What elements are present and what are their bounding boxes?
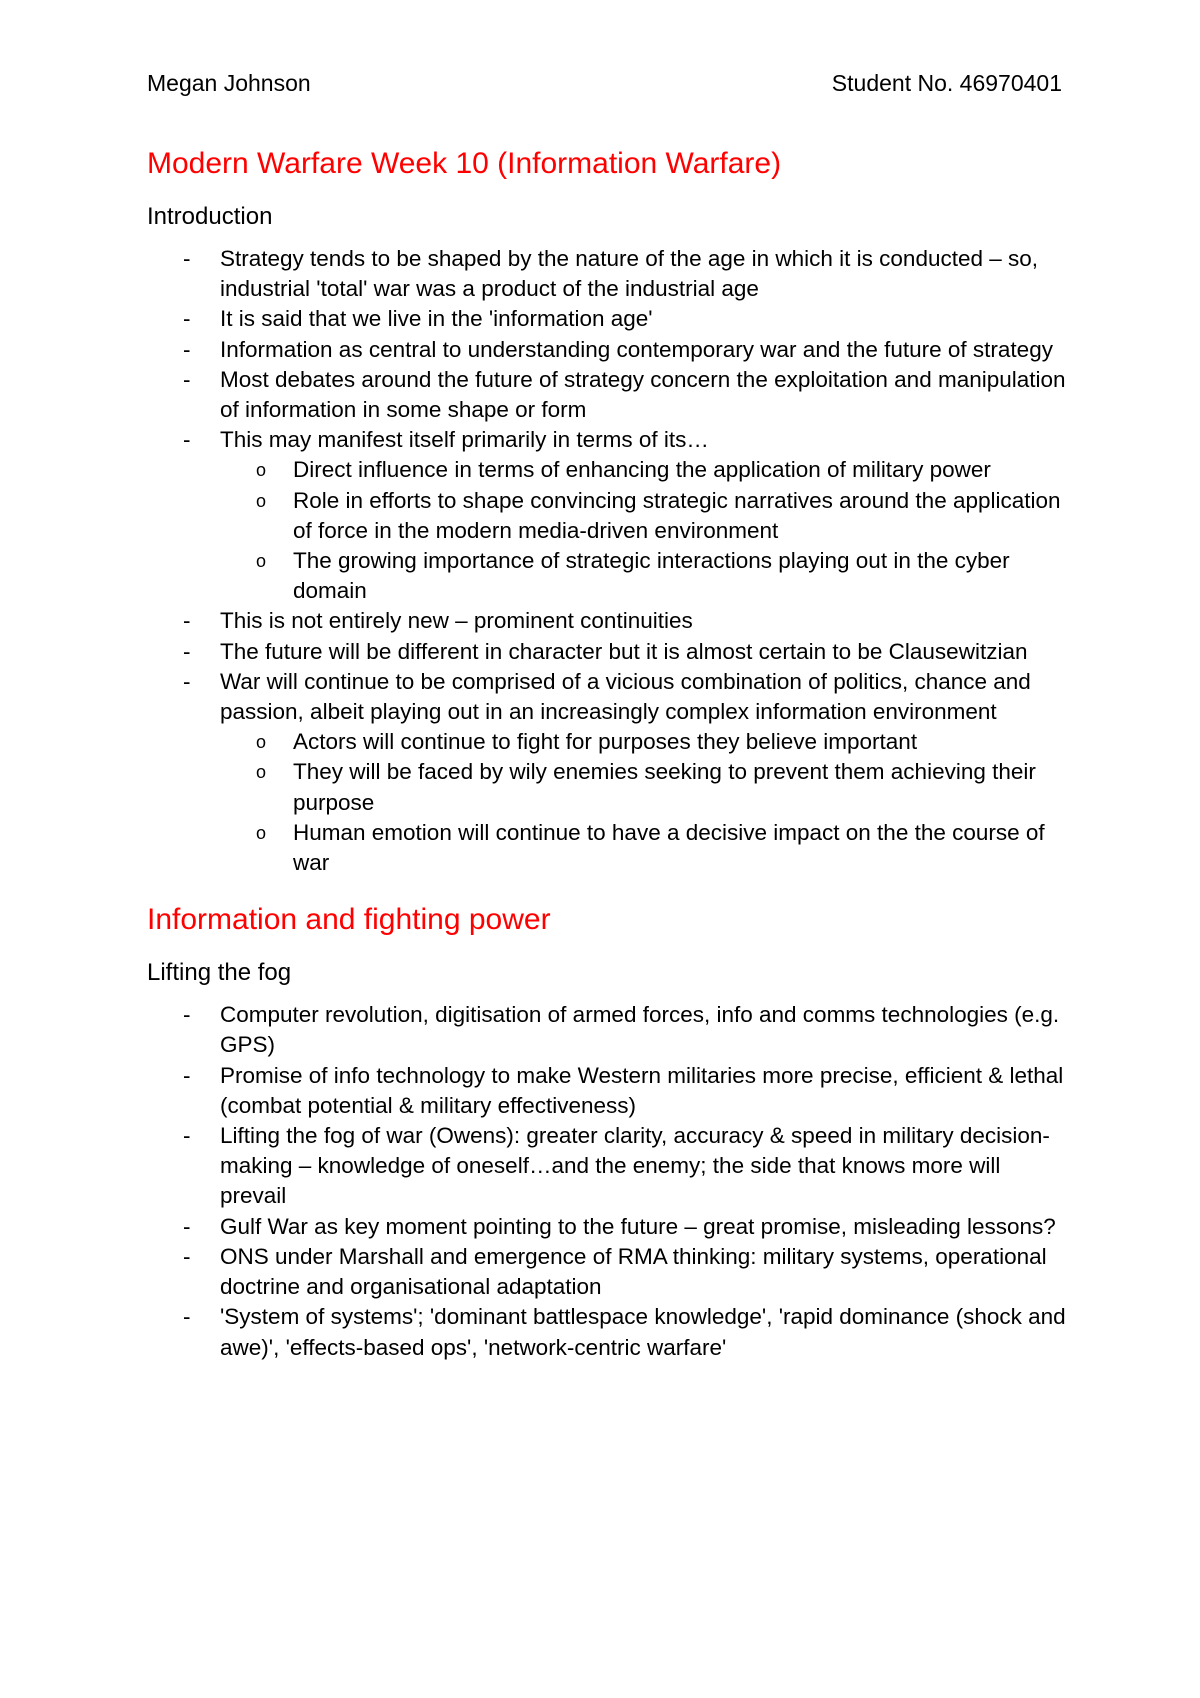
bullet-marker: - xyxy=(183,1002,191,1028)
list-item-text: ONS under Marshall and emergence of RMA thinking: military systems, operational doctrine and organisational adaptation xyxy=(220,1243,1047,1300)
sub-list-item xyxy=(147,818,1072,878)
list-item-text: Most debates around the future of strategy concern the exploitation and manipulation of information in some shape or form xyxy=(220,366,1066,423)
bullet-marker: - xyxy=(183,608,191,634)
lifting-fog-bullet-list xyxy=(147,1000,1072,1362)
document-title: Modern Warfare Week 10 (Information Warfare) xyxy=(147,147,782,180)
list-item-text: War will continue to be comprised of a vicious combination of politics, chance and passion, albeit playing out in an increasingly complex information environment xyxy=(220,668,1031,725)
list-item-text: Gulf War as key moment pointing to the future – great promise, misleading lessons? xyxy=(220,1213,1056,1239)
student-number: Student No. 46970401 xyxy=(831,70,1062,96)
list-item-text: Strategy tends to be shaped by the nature of the age in which it is conducted – so, industrial 'total' war was a product of the industrial age xyxy=(220,246,1039,302)
sub-list-item-text: Role in efforts to shape convincing strategic narratives around the application of force in the modern media-driven environment xyxy=(293,487,1061,543)
sub-list-item xyxy=(147,455,1072,485)
sub-bullet-marker: o xyxy=(256,822,267,843)
list-item xyxy=(147,304,1072,334)
sub-bullet-marker: o xyxy=(256,490,267,511)
sub-list-item xyxy=(147,486,1072,546)
bullet-marker: - xyxy=(183,1213,191,1239)
list-item xyxy=(147,1302,1072,1362)
author-name: Megan Johnson xyxy=(147,70,311,96)
sub-list-item-text: Direct influence in terms of enhancing the application of military power xyxy=(293,457,991,483)
list-item-text: It is said that we live in the 'information age' xyxy=(220,306,653,332)
list-item-text: This may manifest itself primarily in terms of its… xyxy=(220,427,709,453)
bullet-marker: - xyxy=(183,336,191,362)
list-item xyxy=(147,365,1072,425)
sub-bullet-list xyxy=(220,727,1072,878)
list-item xyxy=(147,1242,1072,1302)
section-title-information-fighting-power: Information and fighting power xyxy=(147,903,551,937)
bullet-marker: - xyxy=(183,638,191,664)
bullet-marker: - xyxy=(183,668,191,694)
list-item xyxy=(147,425,1072,455)
list-item xyxy=(147,1061,1072,1121)
bullet-marker: - xyxy=(183,1062,191,1088)
bullet-marker: - xyxy=(183,1243,191,1269)
intro-heading: Introduction xyxy=(147,203,273,230)
bullet-marker: - xyxy=(183,1123,191,1149)
sub-list-item xyxy=(147,727,1072,757)
list-item xyxy=(147,1212,1072,1242)
list-item xyxy=(147,1000,1072,1060)
list-item-text: This is not entirely new – prominent continuities xyxy=(220,608,693,634)
sub-list-item-text: They will be faced by wily enemies seeking to prevent them achieving their purpose xyxy=(293,759,1036,815)
bullet-marker: - xyxy=(183,306,191,332)
list-item-text: Promise of info technology to make Western militaries more precise, efficient & lethal (combat potential & military effectiveness) xyxy=(220,1062,1064,1118)
list-item xyxy=(147,244,1072,304)
sub-bullet-marker: o xyxy=(256,762,267,783)
lifting-fog-heading: Lifting the fog xyxy=(147,959,292,987)
sub-list-container xyxy=(147,727,1072,878)
list-item-text: 'System of systems'; 'dominant battlespace knowledge', 'rapid dominance (shock and awe)', 'effects-based ops', 'network-centric warfare' xyxy=(220,1304,1066,1360)
list-item-text: Information as central to understanding contemporary war and the future of strategy xyxy=(220,336,1053,362)
sub-bullet-marker: o xyxy=(256,732,267,753)
page-header xyxy=(147,70,1062,100)
sub-bullet-list xyxy=(220,455,1072,606)
sub-list-item-text: Human emotion will continue to have a decisive impact on the the course of war xyxy=(293,819,1045,876)
bullet-marker: - xyxy=(183,366,191,392)
list-item xyxy=(147,667,1072,727)
list-item xyxy=(147,637,1072,667)
sub-bullet-marker: o xyxy=(256,551,267,572)
sub-list-container xyxy=(147,455,1072,606)
list-item-text: Lifting the fog of war (Owens): greater clarity, accuracy & speed in military decision-making – knowledge of oneself…and the enemy; the side that knows more will prevail xyxy=(220,1123,1050,1209)
list-item xyxy=(147,1121,1072,1212)
intro-bullet-list xyxy=(147,244,1072,878)
sub-list-item xyxy=(147,757,1072,817)
document-body xyxy=(147,146,1072,1363)
list-item-text: Computer revolution, digitisation of armed forces, info and comms technologies (e.g. GPS) xyxy=(220,1002,1060,1058)
sub-list-item xyxy=(147,546,1072,606)
list-item-text: The future will be different in character but it is almost certain to be Clausewitzian xyxy=(220,638,1028,664)
bullet-marker: - xyxy=(183,1304,191,1330)
sub-list-item-text: The growing importance of strategic interactions playing out in the cyber domain xyxy=(293,548,1010,604)
sub-bullet-marker: o xyxy=(256,460,267,481)
bullet-marker: - xyxy=(183,246,191,271)
bullet-marker: - xyxy=(183,427,191,453)
list-item xyxy=(147,606,1072,636)
sub-list-item-text: Actors will continue to fight for purposes they believe important xyxy=(293,729,918,755)
list-item xyxy=(147,335,1072,365)
